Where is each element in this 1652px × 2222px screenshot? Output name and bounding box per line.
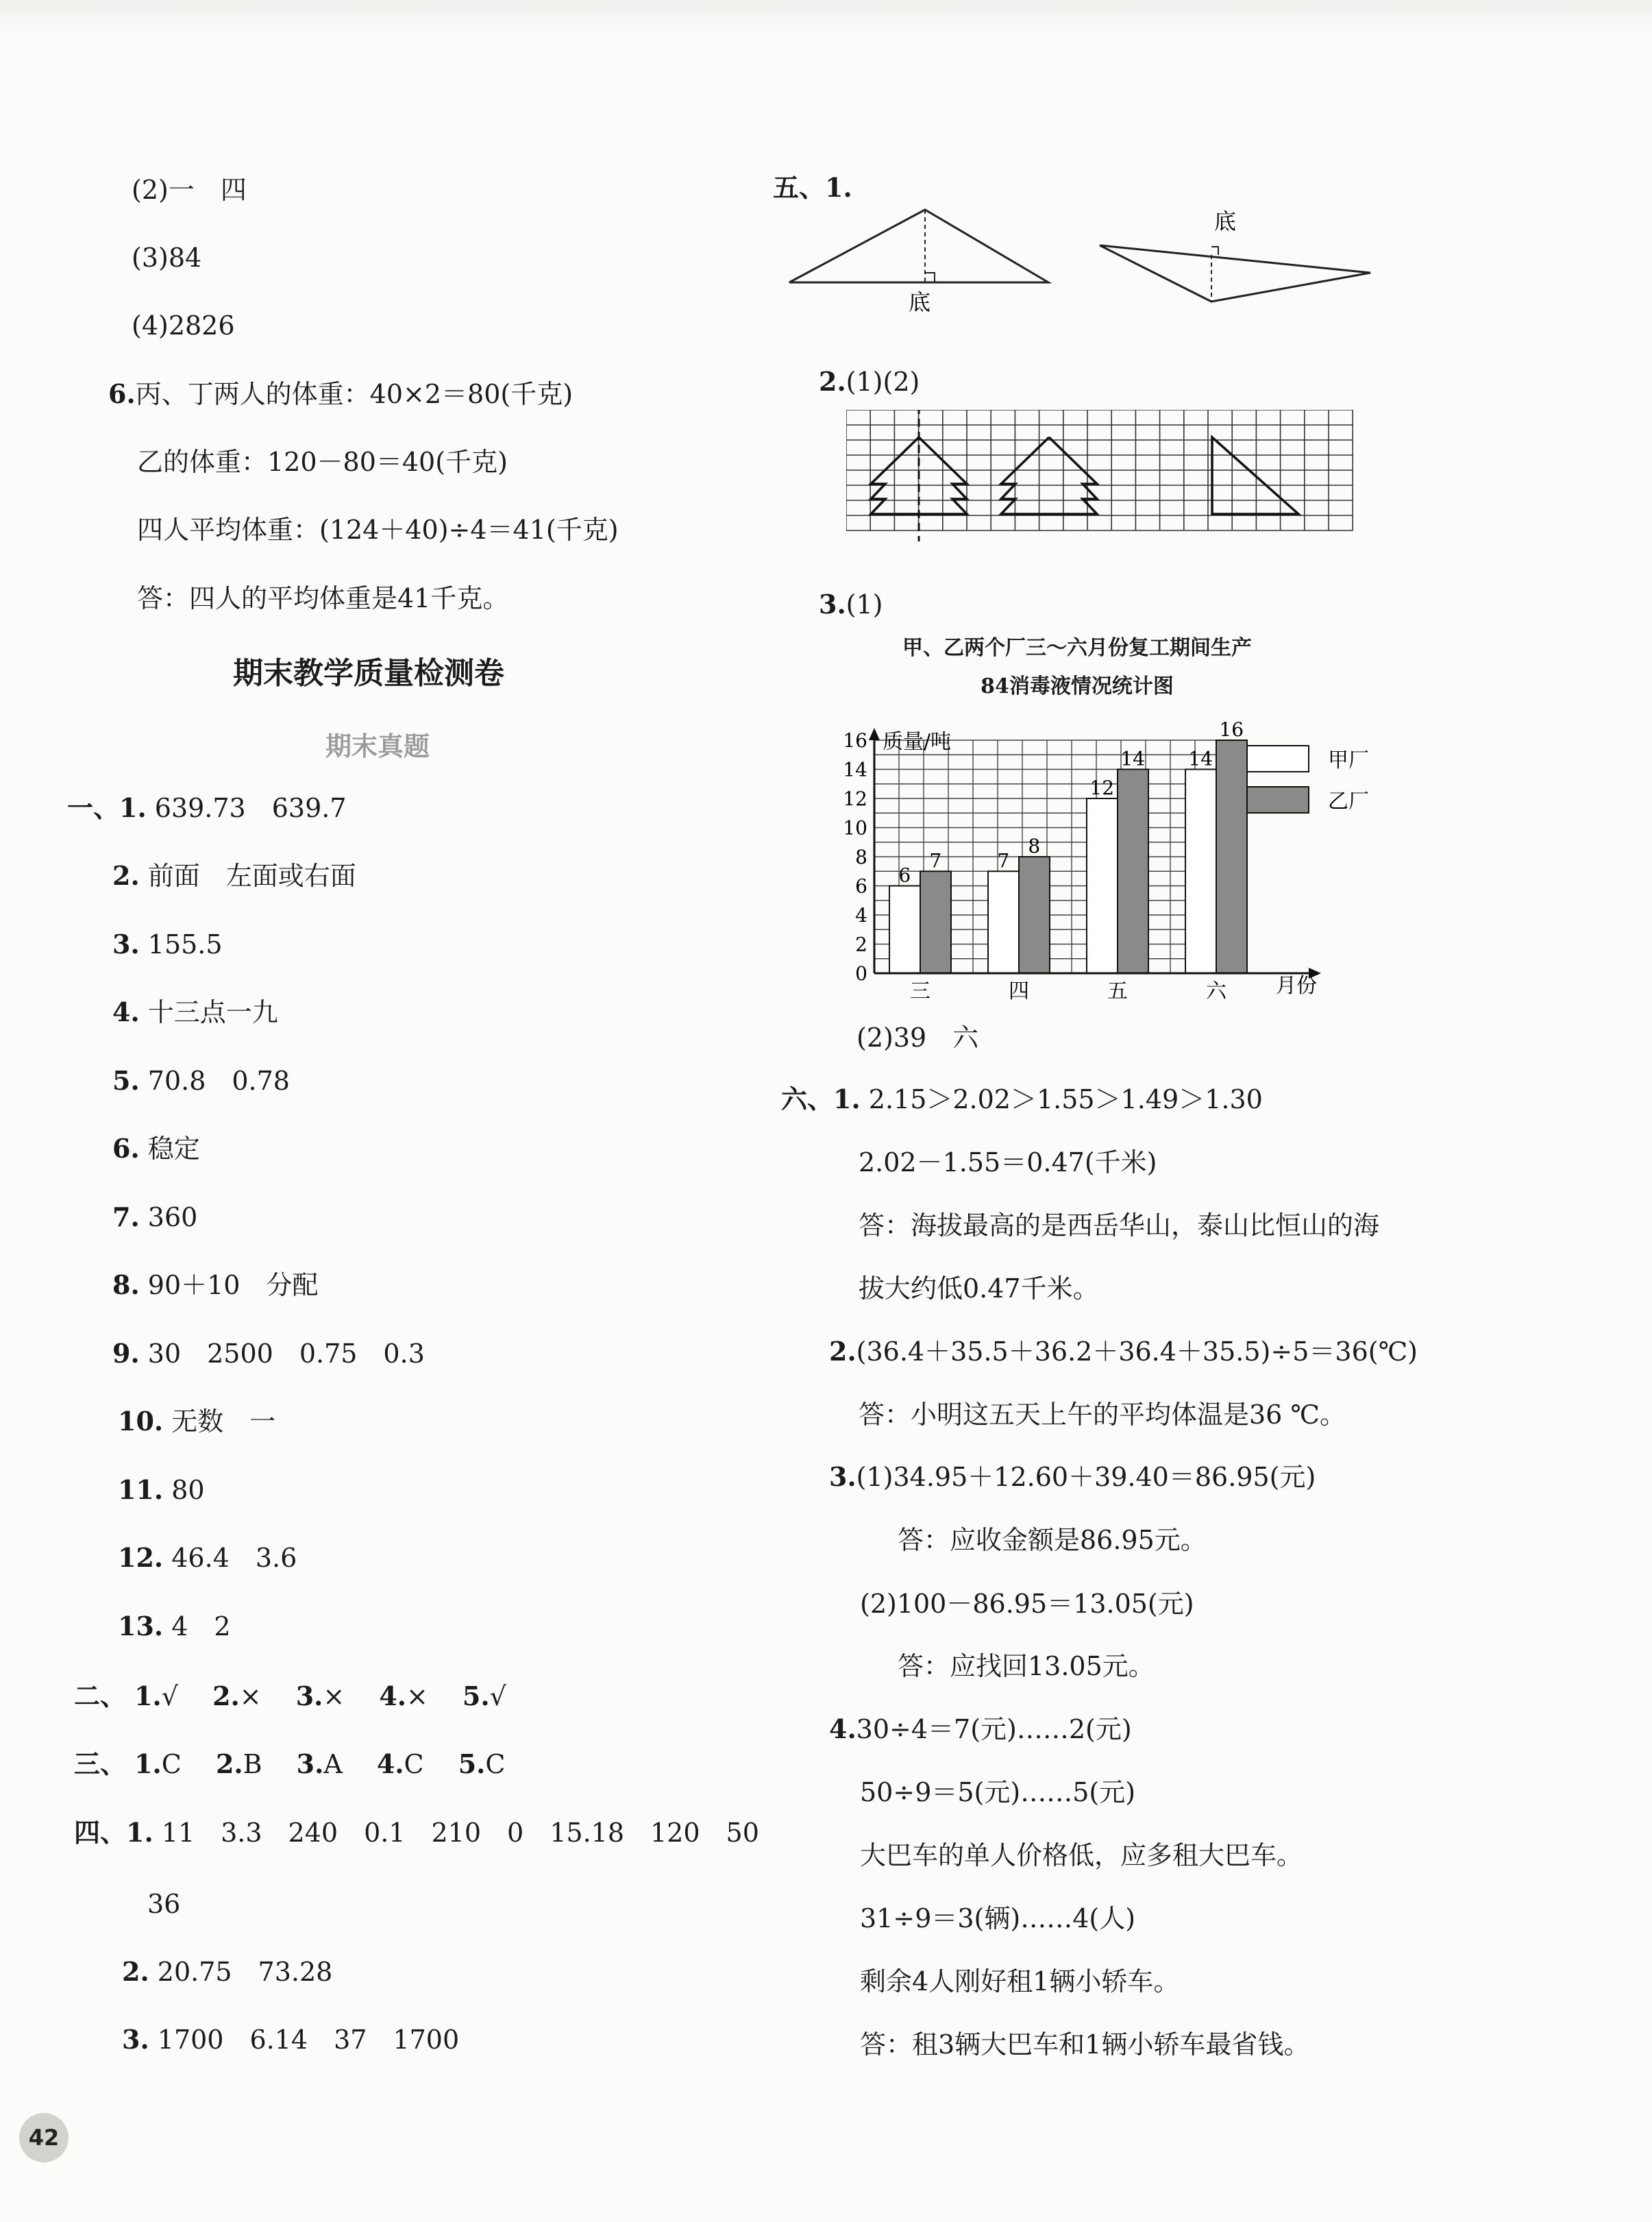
section-number: 二、 [74, 1681, 127, 1711]
item-answer: 无数 一 [171, 1406, 276, 1437]
answer-line: 36 [147, 1889, 181, 1919]
list-item [112, 1201, 197, 1234]
list-item [112, 928, 223, 961]
item-number: 4. [112, 997, 140, 1027]
answer-line: 拔大约低0.47千米。 [859, 1273, 1099, 1304]
bar-value-label: 7 [929, 849, 942, 872]
answer-line: 31÷9＝3(辆)……4(人) [860, 1903, 1136, 1933]
section-number: 三、 [74, 1748, 127, 1779]
question-4-2 [122, 1955, 332, 1988]
item-number: 11. [118, 1474, 164, 1505]
item-number: 3. [112, 928, 140, 960]
item-number: 3. [296, 1748, 324, 1779]
bar-value-label: 8 [1028, 835, 1041, 857]
item-answer: C [485, 1749, 506, 1779]
y-axis-label: 质量/吨 [883, 730, 952, 754]
chart-title: 甲、乙两个厂三～六月份复工期间生产 [902, 636, 1252, 660]
item-number: 5. [112, 1064, 140, 1096]
question-number: 2. [122, 1956, 149, 1987]
list-item [118, 1405, 275, 1438]
y-tick-label: 2 [855, 933, 867, 956]
item-number: 9. [112, 1337, 140, 1369]
page-number: 42 [19, 2113, 69, 2162]
question-6-4 [829, 1713, 1132, 1746]
bar-jia [988, 871, 1019, 973]
answer-line: 大巴车的单人价格低，应多租大巴车。 [860, 1840, 1303, 1870]
chart-y-ticks [843, 729, 867, 985]
item-answer: 70.8 0.78 [147, 1065, 290, 1096]
item-number: 5. [458, 1748, 486, 1779]
section-title: 期末教学质量检测卷 [233, 656, 504, 691]
answer-text: 丙、丁两人的体重：40×2＝80(千克) [135, 379, 574, 409]
x-tick-label: 四 [1009, 979, 1029, 1003]
question-number: 3. [829, 1461, 856, 1492]
answer-text: 30÷4＝7(元)……2(元) [856, 1714, 1132, 1744]
section-3 [74, 1748, 505, 1781]
question-4-3 [122, 2023, 459, 2056]
answer-text: (1)34.95＋12.60＋39.40＝86.95(元) [856, 1462, 1316, 1492]
answer-text: 2.15＞2.02＞1.55＞1.49＞1.30 [868, 1084, 1263, 1114]
answer-line: 2.02－1.55＝0.47(千米) [859, 1147, 1157, 1177]
question-number: 2. [829, 1336, 856, 1367]
item-answer: 4 2 [171, 1611, 231, 1641]
list-item [118, 1610, 231, 1643]
item-number: 7. [112, 1201, 140, 1232]
answer-text: 11 3.3 240 0.1 210 0 15.18 120 50 [161, 1818, 759, 1848]
answer-text: (36.4＋35.5＋36.2＋36.4＋35.5)÷5＝36(℃) [856, 1336, 1418, 1367]
answer-text: (1) [846, 589, 883, 620]
section-number: 五、1. [773, 172, 852, 203]
bar-value-label: 16 [1219, 720, 1244, 741]
bar-value-label: 14 [1188, 747, 1213, 770]
item-answer: 30 2500 0.75 0.3 [147, 1338, 425, 1369]
answer-line: 答：小明这五天上午的平均体温是36 ℃。 [859, 1400, 1346, 1430]
list-item [112, 996, 278, 1029]
item-number: 5. [462, 1681, 490, 1711]
answer-line: 50÷9＝5(元)……5(元) [860, 1777, 1136, 1807]
bar-value-label: 7 [997, 849, 1010, 872]
item-answer: 360 [147, 1201, 198, 1232]
list-item [112, 1269, 318, 1302]
question-number: 2. [819, 366, 846, 397]
item-answer: 稳定 [147, 1134, 200, 1164]
grid-lines [846, 410, 1353, 530]
section-subtitle: 期末真题 [325, 731, 430, 761]
question-number: 3. [122, 2024, 149, 2055]
item-number: 4. [379, 1681, 406, 1711]
section-number: 一、1. [67, 792, 147, 823]
answer-line: (2)100－86.95＝13.05(元) [860, 1589, 1194, 1619]
list-item [112, 1064, 290, 1097]
item-number: 12. [118, 1542, 164, 1573]
answer-line: 答：海拔最高的是西岳华山，泰山比恒山的海 [859, 1210, 1380, 1241]
section-number: 四、1. [74, 1817, 153, 1848]
item-answer: 90＋10 分配 [147, 1270, 319, 1300]
right-angle-2 [1211, 247, 1218, 255]
bar-yi [1019, 857, 1050, 973]
item-number: 4. [376, 1748, 404, 1779]
y-tick-label: 8 [855, 846, 867, 868]
question-number: 3. [819, 589, 846, 620]
section-2 [74, 1680, 506, 1713]
answer-line: 剩余4人刚好租1辆小轿车。 [860, 1966, 1180, 1997]
x-tick-label: 三 [910, 979, 930, 1003]
question-6-3 [829, 1461, 1316, 1493]
legend-label-yi: 乙厂 [1328, 790, 1369, 814]
right-triangle-shape [1212, 437, 1298, 514]
item-answer: × [323, 1681, 345, 1711]
item-answer: C [161, 1749, 182, 1779]
bar-chart [809, 720, 1411, 1014]
bar-value-label: 6 [898, 864, 911, 887]
section-4 [74, 1816, 759, 1849]
item-answer: A [323, 1749, 343, 1779]
answer-line: (3)84 [132, 243, 202, 273]
bar-yi [1118, 770, 1148, 974]
item-number: 3. [295, 1681, 323, 1711]
grid-figure [846, 410, 1381, 547]
item-number: 2. [212, 1681, 240, 1711]
triangle-1 [789, 210, 1048, 282]
item-answer: √ [161, 1681, 178, 1711]
answer-line: 答：四人的平均体重是41千克。 [137, 583, 509, 613]
bar-jia [1087, 798, 1118, 973]
legend-swatch-jia [1247, 746, 1309, 772]
question-6-2 [829, 1335, 1418, 1368]
x-axis-label: 月份 [1276, 974, 1317, 998]
item-answer: 155.5 [147, 929, 223, 960]
item-answer: √ [489, 1681, 506, 1711]
answer-line: 乙的体重：120－80＝40(千克) [137, 447, 508, 477]
x-tick-label: 六 [1206, 979, 1226, 1003]
section-number: 六、1. [781, 1084, 861, 1114]
question-number: 4. [829, 1713, 856, 1744]
legend-swatch-yi [1247, 787, 1309, 813]
triangles-figure [781, 199, 1398, 329]
bar-yi [920, 871, 951, 973]
question-5-3 [819, 588, 883, 621]
base-label-1: 底 [908, 289, 931, 315]
chart-subtitle: 84消毒液情况统计图 [981, 674, 1174, 698]
question-number: 6. [108, 378, 136, 409]
y-axis-arrow [869, 728, 880, 740]
question-6 [108, 378, 573, 411]
item-answer: 80 [171, 1474, 205, 1505]
bar-value-label: 14 [1120, 747, 1146, 770]
bar-jia [1185, 770, 1216, 974]
question-5-2 [819, 365, 920, 398]
list-item [112, 859, 356, 892]
y-tick-label: 4 [855, 904, 867, 927]
item-answer: 前面 左面或右面 [147, 861, 356, 891]
item-answer: × [239, 1681, 262, 1711]
item-number: 13. [118, 1610, 164, 1641]
list-item [112, 1132, 200, 1165]
y-tick-label: 10 [843, 816, 867, 840]
answer-text: (1)(2) [846, 367, 920, 397]
answer-line: 答：应收金额是86.95元。 [898, 1525, 1207, 1555]
item-answer: C [404, 1749, 424, 1779]
x-tick-label: 五 [1107, 979, 1128, 1003]
y-tick-label: 6 [855, 875, 867, 898]
list-item [118, 1474, 205, 1506]
chart-bars [889, 720, 1247, 973]
y-tick-label: 16 [843, 729, 867, 752]
legend-label-jia: 甲厂 [1328, 748, 1369, 772]
question-1-1 [67, 792, 347, 825]
y-tick-label: 14 [843, 758, 867, 781]
item-number: 8. [112, 1269, 140, 1300]
base-label-2: 底 [1213, 208, 1237, 234]
y-tick-label: 12 [843, 788, 867, 810]
answer-line: (2)39 六 [856, 1023, 979, 1053]
answer-text: 1700 6.14 37 1700 [157, 2025, 460, 2055]
item-number: 1. [134, 1748, 162, 1779]
answer-line: (4)2826 [132, 310, 235, 341]
chart-x-ticks [910, 979, 1227, 1003]
section-6 [781, 1083, 1263, 1116]
bar-jia [889, 886, 920, 974]
answer-line: 四人平均体重：(124＋40)÷4＝41(千克) [137, 515, 619, 545]
triangle-2 [1100, 245, 1370, 302]
answer-text: 20.75 73.28 [157, 1957, 333, 1987]
item-answer: × [406, 1681, 428, 1711]
list-item [112, 1337, 425, 1370]
right-angle-1 [925, 273, 935, 282]
item-number: 2. [112, 860, 140, 891]
y-tick-label: 0 [855, 962, 867, 985]
item-number: 6. [112, 1133, 140, 1164]
item-number: 1. [134, 1681, 162, 1711]
item-number: 10. [118, 1406, 164, 1437]
bar-value-label: 12 [1089, 777, 1115, 799]
top-band [0, 0, 1652, 32]
item-answer: 46.4 3.6 [171, 1543, 297, 1573]
answer-line: 答：租3辆大巴车和1辆小轿车最省钱。 [860, 2029, 1310, 2060]
answer-line: (2)一 四 [132, 175, 247, 205]
answer-text: 639.73 639.7 [154, 793, 347, 823]
item-number: 2. [215, 1748, 243, 1779]
answer-line: 答：应找回13.05元。 [898, 1651, 1155, 1681]
list-item [118, 1541, 297, 1574]
item-answer: B [243, 1749, 262, 1779]
bar-yi [1216, 740, 1247, 973]
item-answer: 十三点一九 [147, 997, 278, 1027]
